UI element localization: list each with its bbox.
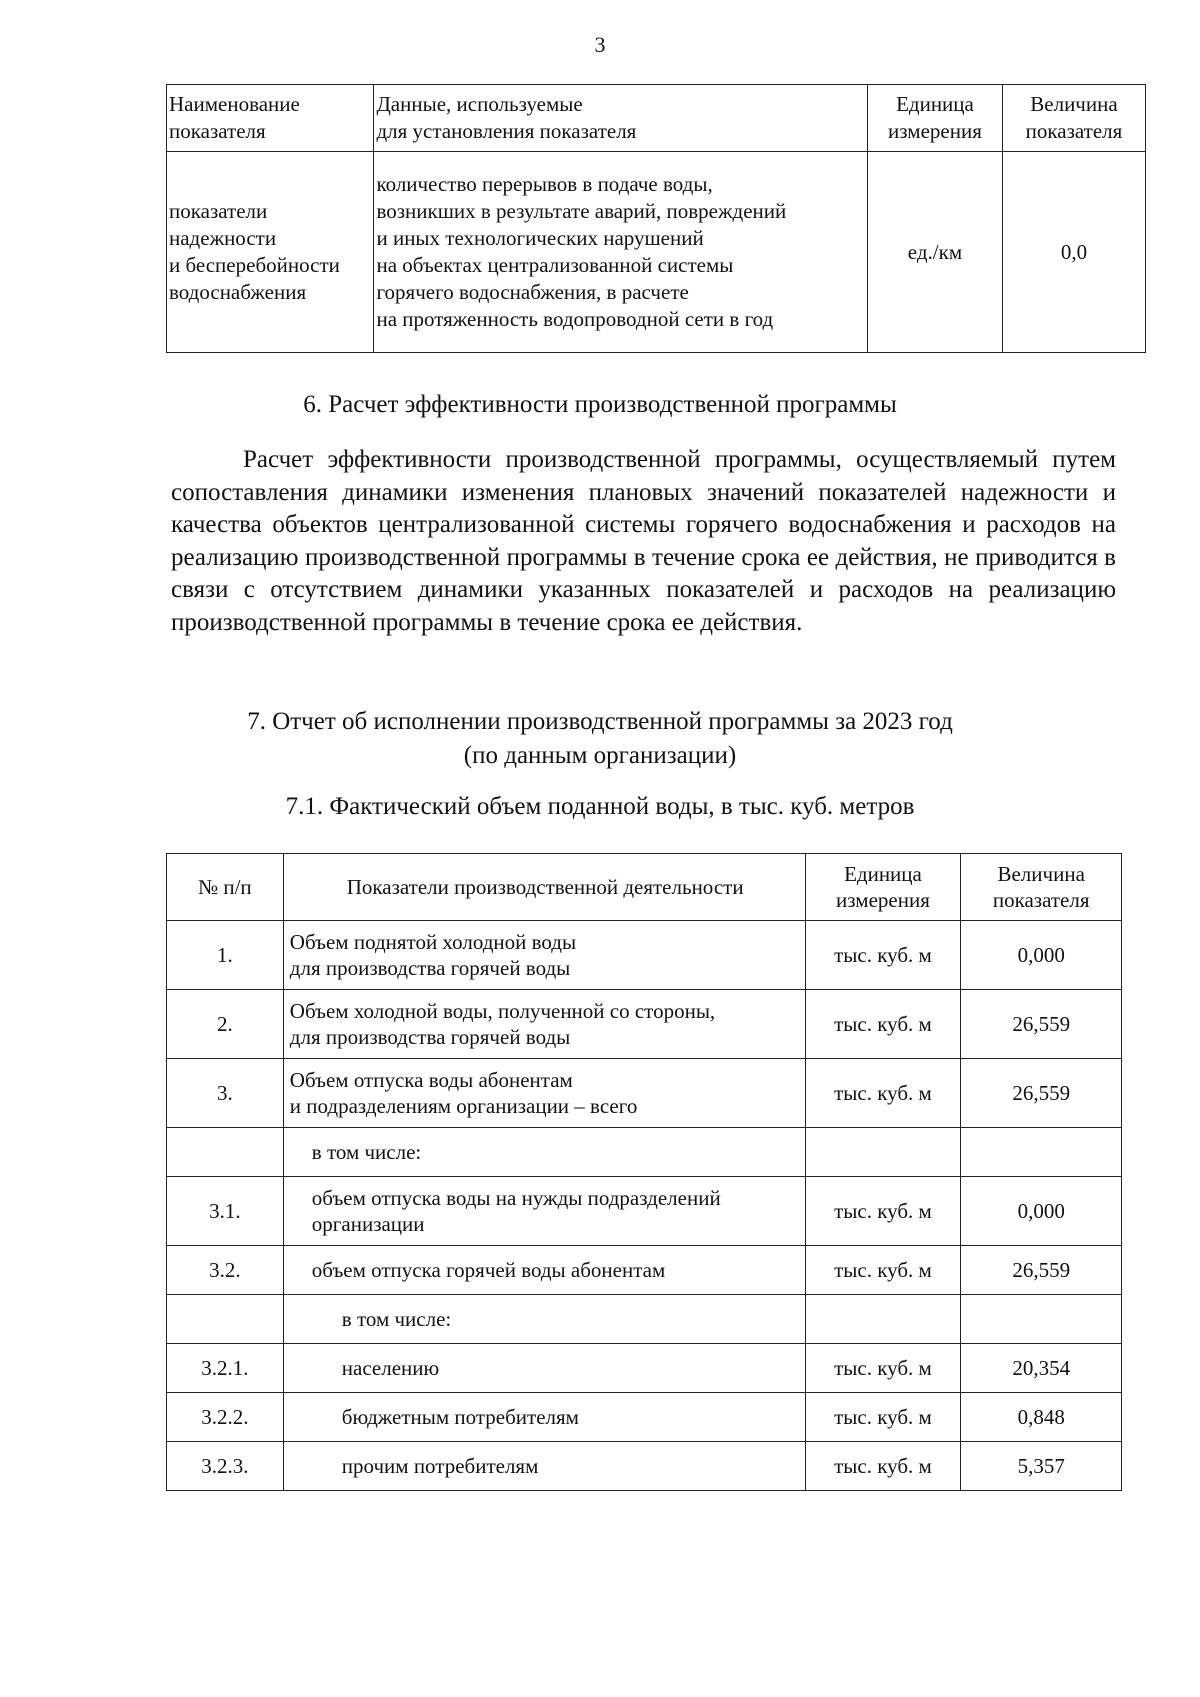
table-row — [167, 1177, 1122, 1246]
table-row — [167, 1246, 1122, 1295]
row-number: 3.2.1. — [167, 1344, 284, 1393]
row-unit: тыс. куб. м — [805, 990, 961, 1059]
table-row — [167, 1059, 1122, 1128]
table-header-row — [167, 85, 1146, 152]
row-indicator: Объем поднятой холодной воды для производства горячей воды — [283, 921, 805, 990]
row-value: 26,559 — [961, 1246, 1122, 1295]
section-6-heading: 6. Расчет эффективности производственной программы — [303, 391, 897, 418]
table-row — [167, 921, 1122, 990]
row-number: 3.1. — [167, 1177, 284, 1246]
row-unit: тыс. куб. м — [805, 921, 961, 990]
header-value: Величина показателя — [1002, 85, 1145, 152]
table-row — [167, 1128, 1122, 1177]
row-unit: тыс. куб. м — [805, 1393, 961, 1442]
row-unit: тыс. куб. м — [805, 1059, 961, 1128]
table-row — [167, 1295, 1122, 1344]
row-indicator: Объем холодной воды, полученной со стороны, для производства горячей воды — [283, 990, 805, 1059]
row-indicator: объем отпуска горячей воды абонентам — [283, 1246, 805, 1295]
row-value: 0,000 — [961, 1177, 1122, 1246]
section-7-heading-line1: 7. Отчет об исполнении производственной программы за 2023 год — [247, 708, 953, 735]
table-row — [167, 1344, 1122, 1393]
row-value: 26,559 — [961, 990, 1122, 1059]
section-7-heading-line2: (по данным организации) — [463, 742, 737, 769]
table-row — [167, 990, 1122, 1059]
row-unit: тыс. куб. м — [805, 1246, 961, 1295]
row-value: 0,000 — [961, 921, 1122, 990]
row-indicator: прочим потребителям — [283, 1442, 805, 1491]
row-unit — [805, 1295, 961, 1344]
section-7-heading — [0, 705, 1200, 773]
row-number — [167, 1128, 284, 1177]
reliability-indicator-table — [166, 84, 1146, 353]
table-row — [167, 152, 1146, 353]
row-number: 3.2. — [167, 1246, 284, 1295]
row-number — [167, 1295, 284, 1344]
header-value: Величина показателя — [961, 854, 1122, 921]
row-indicator: объем отпуска воды на нужды подразделений организации — [283, 1177, 805, 1246]
header-indicator-name: Наименование показателя — [167, 85, 374, 152]
table-header-row — [167, 854, 1122, 921]
header-unit: Единица измерения — [867, 85, 1002, 152]
row-value: 0,848 — [961, 1393, 1122, 1442]
row-value: 26,559 — [961, 1059, 1122, 1128]
header-indicator: Показатели производственной деятельности — [283, 854, 805, 921]
header-number: № п/п — [167, 854, 284, 921]
value-cell: 0,0 — [1002, 152, 1145, 353]
page-number: 3 — [594, 32, 606, 57]
row-unit: тыс. куб. м — [805, 1442, 961, 1491]
source-data-cell: количество перерывов в подаче воды, возникших в результате аварий, повреждений и иных технологических нарушений на объектах централизованной системы горячего водоснабжения, в расчете на протяженность водопроводной сети в год — [374, 152, 868, 353]
section-7-1-subheading: 7.1. Фактический объем поданной воды, в тыс. куб. метров — [285, 793, 915, 820]
unit-cell: ед./км — [867, 152, 1002, 353]
row-number: 3. — [167, 1059, 284, 1128]
row-unit — [805, 1128, 961, 1177]
row-unit: тыс. куб. м — [805, 1344, 961, 1393]
row-unit: тыс. куб. м — [805, 1177, 961, 1246]
row-number: 2. — [167, 990, 284, 1059]
row-value: 20,354 — [961, 1344, 1122, 1393]
row-indicator: бюджетным потребителям — [283, 1393, 805, 1442]
row-indicator: в том числе: — [283, 1128, 805, 1177]
section-6-paragraph: Расчет эффективности производственной программы, осуществляемый путем сопоставления динамики изменения плановых значений показателей надежности и качества объектов централизованной системы горячего водоснабжения и расходов на реализацию производственной программы в течение срока ее действия, не приводится в связи с отсутствием динамики указанных показателей и расходов на реализацию производственной программы в течение срока ее действия. — [171, 446, 1116, 636]
table-row — [167, 1442, 1122, 1491]
row-indicator: Объем отпуска воды абонентам и подразделениям организации – всего — [283, 1059, 805, 1128]
table-row — [167, 1393, 1122, 1442]
row-value — [961, 1295, 1122, 1344]
header-source-data: Данные, используемые для установления показателя — [374, 85, 868, 152]
indicator-name-cell: показатели надежности и бесперебойности водоснабжения — [167, 152, 374, 353]
row-number: 1. — [167, 921, 284, 990]
row-indicator: населению — [283, 1344, 805, 1393]
row-number: 3.2.2. — [167, 1393, 284, 1442]
row-indicator: в том числе: — [283, 1295, 805, 1344]
row-value — [961, 1128, 1122, 1177]
row-value: 5,357 — [961, 1442, 1122, 1491]
header-unit: Единица измерения — [805, 854, 961, 921]
row-number: 3.2.3. — [167, 1442, 284, 1491]
water-volume-table — [166, 853, 1122, 1491]
